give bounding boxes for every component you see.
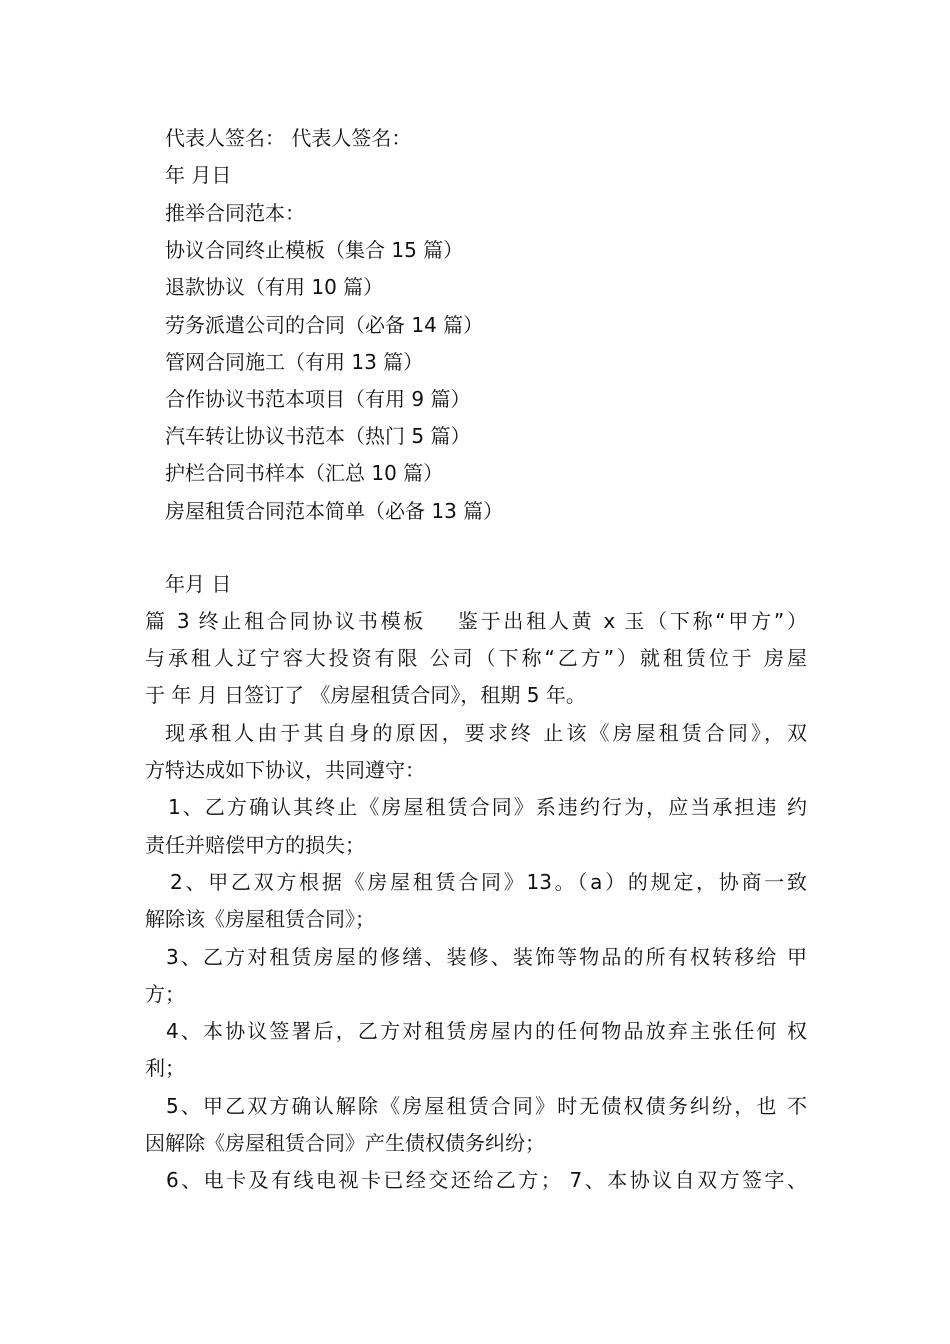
recommend-item: 劳务派遣公司的合同（必备 14 篇）	[165, 313, 484, 337]
recommend-item: 房屋租赁合同范本简单（必备 13 篇）	[165, 499, 504, 523]
clause-line: 解除该《房屋租赁合同》；	[145, 907, 375, 931]
date-line: 年月 日	[165, 572, 232, 596]
recommend-heading: 推举合同范本：	[165, 201, 305, 225]
recommend-item: 退款协议（有用 10 篇）	[165, 275, 384, 299]
paragraph-line: 于 年 月 日签订了 《房屋租赁合同》，租期 5 年。	[145, 683, 586, 707]
clause-line: 方；	[145, 982, 185, 1006]
clause-line: 3、乙方对租赁房屋的修缮、装修、装饰等物品的所有权转移给 甲	[166, 945, 807, 969]
clause-line: 4、本协议签署后，乙方对租赁房屋内的任何物品放弃主张任何 权	[166, 1019, 807, 1043]
clause-line: 6、电卡及有线电视卡已经交还给乙方； 7、本协议自双方签字、	[166, 1168, 807, 1192]
recommend-item: 汽车转让协议书范本（热门 5 篇）	[165, 424, 471, 448]
clause-line: 利；	[145, 1056, 185, 1080]
clause-line: 责任并赔偿甲方的损失；	[145, 833, 365, 857]
clause-line: 因解除《房屋租赁合同》产生债权债务纠纷；	[145, 1131, 545, 1155]
paragraph-line: 与承租人辽宁容大投资有限 公司（下称“乙方”）就租赁位于 房屋	[145, 646, 807, 670]
date-line: 年 月日	[165, 163, 232, 187]
paragraph-line: 篇 3 终止租合同协议书模板 鉴于出租人黄 x 玉（下称“甲方”）	[145, 609, 807, 633]
clause-line: 2、甲乙双方根据《房屋租赁合同》13。（a）的规定，协商一致	[170, 870, 807, 894]
clause-line: 5、甲乙双方确认解除《房屋租赁合同》时无债权债务纠纷，也 不	[166, 1094, 807, 1118]
paragraph-line: 现承租人由于其自身的原因，要求终 止该《房屋租赁合同》，双	[165, 721, 807, 745]
recommend-item: 合作协议书范本项目（有用 9 篇）	[165, 387, 471, 411]
recommend-item: 管网合同施工（有用 13 篇）	[165, 350, 424, 374]
recommend-item: 协议合同终止模板（集合 15 篇）	[165, 238, 464, 262]
recommend-item: 护栏合同书样本（汇总 10 篇）	[165, 461, 444, 485]
signature-line: 代表人签名： 代表人签名：	[165, 126, 412, 150]
clause-line: 1、乙方确认其终止《房屋租赁合同》系违约行为，应当承担违 约	[168, 795, 807, 819]
paragraph-line: 方特达成如下协议，共同遵守：	[145, 758, 425, 782]
